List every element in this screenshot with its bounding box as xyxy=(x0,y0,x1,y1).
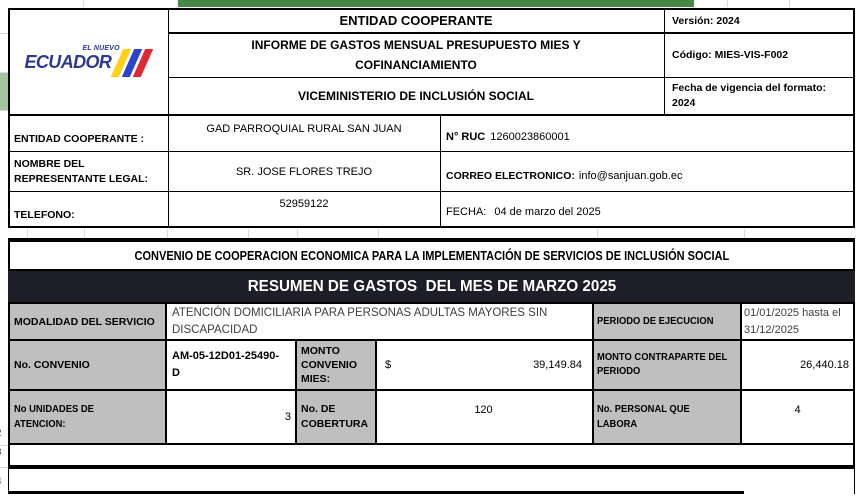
convenio-banner xyxy=(10,242,853,269)
email-value: info@sanjuan.gob.ec xyxy=(578,170,683,182)
bottom-divider xyxy=(8,491,744,494)
resumen-banner xyxy=(8,269,855,302)
personal-value-cell: 4 xyxy=(794,404,801,416)
monto-mies-label-cell xyxy=(297,341,375,389)
representative-label: NOMBRE DEL REPRESENTANTE LEGAL: xyxy=(14,157,148,185)
ruc-cell xyxy=(444,116,853,150)
ruc-value: 1260023860001 xyxy=(490,131,570,143)
version-cell: Versión: 2024 xyxy=(672,14,740,27)
contraparte-label-text: MONTO CONTRAPARTE DEL PERIODO xyxy=(597,352,728,377)
phone-label: TELEFONO: xyxy=(14,209,75,221)
date-label: FECHA: xyxy=(446,206,487,218)
thick-divider-bottom xyxy=(8,465,855,469)
monto-mies-label-text: MONTO CONVENIO MIES: xyxy=(301,345,358,385)
gridline xyxy=(727,0,728,7)
num-convenio-value-cell xyxy=(167,341,293,389)
email-cell xyxy=(444,153,853,190)
resumen-banner-text: RESUMEN DE GASTOS DEL MES DE MARZO 2025 xyxy=(247,277,616,295)
unidades-value-cell: 3 xyxy=(284,411,291,423)
representative-value: SR. JOSE FLORES TREJO xyxy=(235,165,373,178)
num-convenio-label-cell: No. CONVENIO xyxy=(10,341,165,389)
modalidad-label-cell: MODALIDAD DEL SERVICIO xyxy=(10,304,165,339)
monto-mies-value-cell xyxy=(377,341,590,389)
divider xyxy=(168,8,169,228)
monto-mies-value-text: 39,149.84 xyxy=(533,359,582,371)
gridline xyxy=(744,229,745,238)
contraparte-label-cell xyxy=(594,341,740,389)
currency-symbol: $ xyxy=(385,359,392,371)
row-number xyxy=(0,476,6,487)
gridline xyxy=(0,467,8,468)
gridline xyxy=(0,33,8,34)
divider xyxy=(592,302,594,445)
gutter-green-cell xyxy=(0,72,8,110)
row-number xyxy=(0,447,6,458)
modalidad-value-cell: ATENCIÓN DOMICILIARIA PARA PERSONAS ADULTAS MAYORES SIN DISCAPACIDAD xyxy=(172,307,548,336)
gridline xyxy=(0,445,8,446)
phone-value: 52959122 xyxy=(279,198,329,210)
divider xyxy=(8,302,855,304)
contraparte-value-cell: 26,440.18 xyxy=(800,359,849,371)
gridline xyxy=(297,229,298,238)
validity-text: Fecha de vigencia del formato: 2024 xyxy=(672,82,827,109)
personal-label-text: No. PERSONAL QUE LABORA xyxy=(597,404,690,430)
divider xyxy=(8,339,855,341)
gridline xyxy=(167,229,168,238)
ecuador-logo xyxy=(25,44,153,80)
unidades-label-text: No UNIDADES DE ATENCION: xyxy=(14,404,94,430)
cobertura-label-text: No. DE COBERTURA xyxy=(301,403,369,430)
flag-stripes-icon xyxy=(117,49,150,77)
department-title: VICEMINISTERIO DE INCLUSIÓN SOCIAL xyxy=(297,89,534,103)
divider xyxy=(664,8,665,115)
logo-el-nuevo-text: EL NUEVO xyxy=(82,44,120,52)
entity-value: GAD PARROQUIAL RURAL SAN JUAN xyxy=(206,123,402,135)
border-right-thin xyxy=(854,469,855,494)
logo-ecuador-text: ECUADOR xyxy=(24,51,112,72)
divider xyxy=(8,389,855,391)
validity-cell xyxy=(666,79,853,113)
cobertura-value-cell: 120 xyxy=(474,404,493,416)
gridline xyxy=(0,110,8,111)
logo-cell xyxy=(10,10,167,113)
subtitle-line-1: INFORME DE GASTOS MENSUAL PRESUPUESTO MIES Y xyxy=(251,38,581,52)
gridline xyxy=(83,0,84,7)
divider xyxy=(165,302,167,445)
gridline xyxy=(27,229,28,238)
ruc-label: N° RUC xyxy=(446,131,486,143)
unidades-label-cell xyxy=(10,391,165,443)
gridline xyxy=(789,0,790,7)
divider xyxy=(375,341,377,445)
divider xyxy=(440,115,441,228)
periodo-value-cell: 01/01/2025 hasta el 31/12/2025 xyxy=(744,307,841,336)
divider xyxy=(8,151,855,152)
gridline xyxy=(84,229,85,238)
cobertura-label-cell xyxy=(297,391,375,443)
form-title: ENTIDAD COOPERANTE xyxy=(339,13,493,28)
gridline xyxy=(597,229,598,238)
periodo-label-text: PERIODO DE EJECUCION xyxy=(597,316,714,327)
divider xyxy=(8,191,855,192)
divider xyxy=(168,77,855,78)
date-value: 04 de marzo del 2025 xyxy=(494,206,601,218)
row-number xyxy=(0,428,6,439)
gridline xyxy=(378,229,379,238)
gridline xyxy=(248,229,249,238)
form-subtitle xyxy=(170,34,662,76)
gridline xyxy=(0,72,8,73)
periodo-label-cell xyxy=(594,304,740,339)
personal-label-cell xyxy=(594,391,740,443)
convenio-banner-text: CONVENIO DE COOPERACION ECONOMICA PARA LA IMPLEMENTACIÓN DE SERVICIOS DE INCLUSIÓN SOCIAL xyxy=(134,248,729,263)
subtitle-line-2: COFINANCIAMIENTO xyxy=(355,58,477,72)
email-label: CORREO ELECTRONICO: xyxy=(446,170,575,182)
divider xyxy=(295,341,297,445)
entity-label: ENTIDAD COOPERANTE : xyxy=(14,133,145,145)
date-cell xyxy=(444,193,853,226)
top-row-green-strip xyxy=(178,0,694,7)
divider xyxy=(740,302,742,445)
code-cell: Código: MIES-VIS-F002 xyxy=(672,49,789,61)
divider xyxy=(8,443,855,445)
num-convenio-value-text: AM-05-12D01-25490-D xyxy=(172,350,279,379)
